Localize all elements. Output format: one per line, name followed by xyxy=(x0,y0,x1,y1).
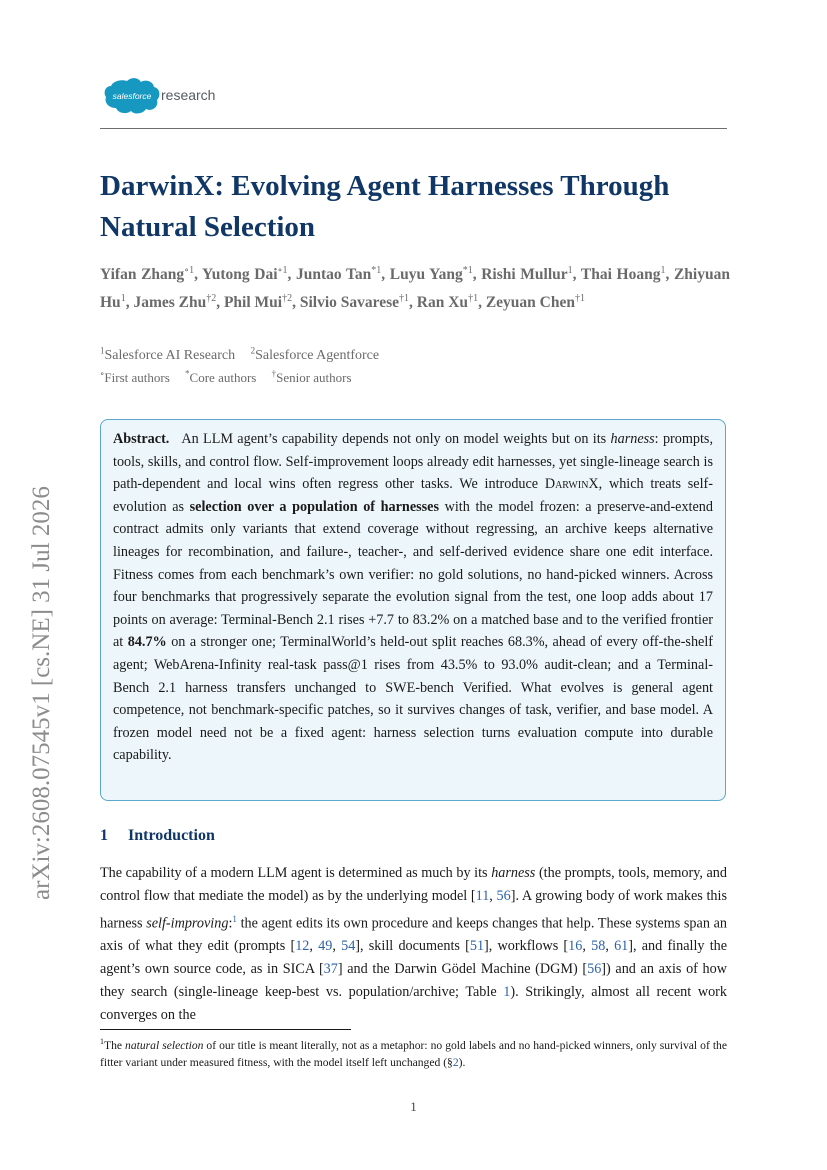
abstract-heading: Abstract. xyxy=(113,431,170,447)
research-label: research xyxy=(161,87,216,103)
header-rule xyxy=(100,128,727,129)
salesforce-wordmark: salesforce xyxy=(112,91,152,101)
author: Zhiyuan Hu$^1$ xyxy=(100,266,730,311)
role: *Core authors xyxy=(185,369,257,386)
arxiv-identifier: arXiv:2608.07545v1 [cs.NE] 31 Jul 2026 xyxy=(28,486,55,900)
author: Thai Hoang$^1$ xyxy=(580,265,666,284)
table-reference-link[interactable]: 1 xyxy=(503,983,511,1000)
author: Zeyuan Chen$^{\dagger 1}$ xyxy=(485,292,585,311)
footnote-rule xyxy=(100,1029,351,1030)
author: Yifan Zhang$^{\circ 1}$ xyxy=(100,265,195,284)
footnote: $^1$The natural selection of our title is meant literally, not as a metaphor: no gold labels and no hand-picked winners, only survival of the fitter variant under measured fitness, with the model itself left unchanged (§2). xyxy=(100,1037,727,1069)
citation-link[interactable]: 56 xyxy=(587,960,602,977)
paper-title: DarwinX: Evolving Agent Harnesses Through Natural Selection xyxy=(100,170,670,243)
author: Yutong Dai$^{\circ 1}$ xyxy=(202,265,288,284)
citation-link[interactable]: 16 xyxy=(568,938,583,955)
author: Ran Xu$^{\dagger 1}$ xyxy=(416,292,479,311)
author: James Zhu$^{\dagger 2}$ xyxy=(133,292,217,311)
author: Juntao Tan$^{*1}$ xyxy=(295,265,382,284)
author: Rishi Mullur$^1$ xyxy=(481,265,573,284)
author: Silvio Savarese$^{\dagger 1}$ xyxy=(299,292,410,311)
role: †Senior authors xyxy=(271,369,352,386)
footnote-link[interactable]: 1 xyxy=(232,913,237,924)
citation-link[interactable]: 58 xyxy=(591,938,606,955)
citation-link[interactable]: 37 xyxy=(323,960,338,977)
abstract-box: Abstract. An LLM agent’s capability depends not only on model weights but on its harness: prompts, tools, skills, and control flow. Self-improvement loops already edit harnesses, yet single-lineage search is path-dependent and local wins often regress other tasks. We introduce DarwinX, which treats self-evolution as selection over a population of harnesses with the model frozen: a preserve-and-extend contract admits only variants that extend coverage without regressing, an archive keeps alternative lineages for recombination, and failure-, teacher-, and self-derived evidence share one edit interface. Fitness comes from each benchmark’s own verifier: no gold solutions, no hand-picked winners. Across four benchmarks that progressively separate the evolution signal from the test, one loop adds about 17 points on average: Terminal-Bench 2.1 rises +7.7 to 83.2% on a matched base and to the verified frontier at 84.7% on a stronger one; TerminalWorld’s held-out split reaches 68.3%, ahead of every off-the-shelf agent; WebArena-Infinity real-task pass@1 rises from 43.5% to 93.0% audit-clean; and a Terminal-Bench 2.1 harness transfers unchanged to SWE-bench Verified. What evolves is general agent competence, not benchmark-specific patches, so it survives changes of task, verifier, and base model. A frozen model need not be a fixed agent: harness selection turns evaluation compute into durable capability. xyxy=(100,419,726,801)
author: Luyu Yang$^{*1}$ xyxy=(389,265,473,284)
page-number: 1 xyxy=(410,1099,417,1114)
citation-link[interactable]: 54 xyxy=(341,938,356,955)
salesforce-research-logo xyxy=(103,76,223,116)
affiliation: $^1$Salesforce AI Research xyxy=(100,345,236,363)
system-name: DarwinX xyxy=(544,476,599,493)
affiliations xyxy=(100,345,379,364)
section-heading: 1 Introduction xyxy=(100,827,215,844)
citation-link[interactable]: 61 xyxy=(614,938,629,955)
author: Phil Mui$^{\dagger 2}$ xyxy=(223,292,293,311)
role: ∘First authors xyxy=(100,369,170,386)
citation-link[interactable]: 12 xyxy=(295,938,310,955)
citation-link[interactable]: 56 xyxy=(496,887,511,904)
citation-link[interactable]: 49 xyxy=(318,938,333,955)
citation-link[interactable]: 51 xyxy=(469,938,485,955)
affiliation: $^2$Salesforce Agentforce xyxy=(250,345,380,363)
author-list: Yifan Zhang$^{\circ 1}$, Yutong Dai$^{\circ 1}$, Juntao Tan$^{*1}$, Luyu Yang$^{*1}$, Rishi Mullur$^1$, Thai Hoang$^1$, Zhiyuan Hu$^1$, James Zhu$^{\dagger 2}$, Phil Mui$^{\dagger 2}$, Silvio Savarese$^{\dagger 1}$, Ran Xu$^{\dagger 1}$, Zeyuan Chen$^{\dagger 1}$ xyxy=(100,265,730,311)
intro-paragraph: The capability of a modern LLM agent is determined as much by its harness (the prompts, tools, memory, and control flow that mediate the model) as by the underlying model [11, 56]. A growing body of work makes this harness self-improving:$^1$ the agent edits its own procedure and keeps changes that help. These systems span an axis of what they edit (prompts [12, 49, 54], skill documents [51], workflows [16, 58, 61], and finally the agent’s own source code, as in SICA [37] and the Darwin Gödel Machine (DGM) [56]) and an axis of how they search (single-lineage keep-best vs. population/archive; Table 1). Strikingly, almost all recent work converges on the xyxy=(100,865,728,1023)
section-reference-link[interactable]: 2 xyxy=(452,1055,459,1069)
citation-link[interactable]: 11 xyxy=(475,887,490,904)
author-roles xyxy=(100,369,352,386)
salesforce-cloud-logo-icon xyxy=(103,76,161,116)
